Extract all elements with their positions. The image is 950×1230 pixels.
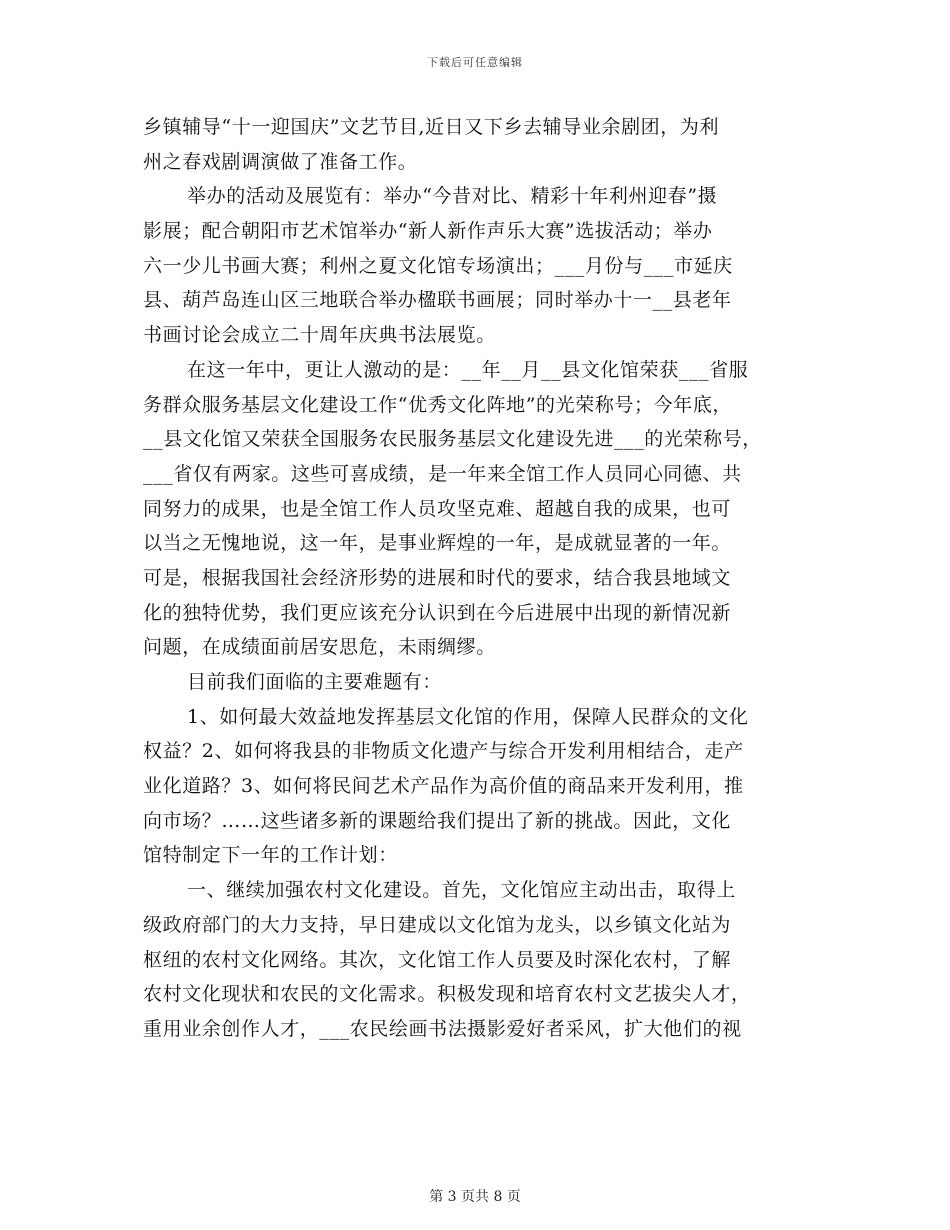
document-body [143,110,813,1047]
text-line: 举办的活动及展览有：举办“今昔对比、精彩十年利州迎春”摄 [187,185,718,208]
page-number-footer: 第 3 页共 8 页 [429,1189,521,1205]
text-line: 影展；配合朝阳市艺术馆举办“新人新作声乐大赛”选拔活动；举办 [143,220,713,243]
text-line: 乡镇辅导“十一迎国庆”文艺节目,近日又下乡去辅导业余剧团，为利 [143,116,720,138]
text-line: 县、葫芦岛连山区三地联合举办楹联书画展；同时举办十一__县老年 [143,289,732,312]
text-line: 1、如何最大效益地发挥基层文化馆的作用，保障人民群众的文化 [187,705,749,728]
text-line: 重用业余创作人才，___农民绘画书法摄影爱好者采风，扩大他们的视 [143,1017,742,1040]
text-line: 馆特制定下一年的工作计划： [143,844,398,867]
text-line: 枢纽的农村文化网络。其次，文化馆工作人员要及时深化农村，了解 [143,948,732,971]
text-line: __县文化馆又荣获全国服务农民服务基层文化建设先进___的光荣称号， [143,428,762,451]
text-line: ___省仅有两家。这些可喜成绩，是一年来全馆工作人员同心同德、共 [143,462,742,485]
text-line: 目前我们面临的主要难题有： [187,671,442,693]
text-line: 业化道路？3、如何将民间艺术产品作为高价值的商品来开发利用，推 [143,775,744,798]
text-line: 州之春戏剧调演做了准备工作。 [143,150,418,173]
text-line: 可是，根据我国社会经济形势的进展和时代的要求，结合我县地域文 [143,566,732,589]
text-line: 向市场？……这些诸多新的课题给我们提出了新的挑战。因此，文化 [143,809,732,832]
text-line: 务群众服务基层文化建设工作“优秀文化阵地”的光荣称号；今年底， [143,393,733,416]
text-line: 书画讨论会成立二十周年庆典书法展览。 [143,324,496,347]
page-header-note: 下载后可任意编辑 [427,56,523,69]
text-line: 六一少儿书画大赛；利州之夏文化馆专场演出；___月份与___市延庆 [143,254,733,277]
text-line: 权益？2、如何将我县的非物质文化遗产与综合开发利用相结合，走产 [143,740,744,763]
text-line: 以当之无愧地说，这一年，是事业辉煌的一年，是成就显著的一年。 [143,532,732,555]
text-line: 在这一年中，更让人激动的是：__年__月__县文化馆荣获___省服 [187,358,749,381]
text-line: 同努力的成果，也是全馆工作人员攻坚克难、超越自我的成果，也可 [143,497,732,520]
text-line: 化的独特优势，我们更应该充分认识到在今后进展中出现的新情况新 [143,601,732,624]
text-line: 级政府部门的大力支持，早日建成以文化馆为龙头，以乡镇文化站为 [143,913,732,936]
text-line: 农村文化现状和农民的文化需求。积极发现和培育农村文艺拔尖人才， [143,983,751,1006]
text-line: 问题，在成绩面前居安思危，未雨绸缪。 [143,636,496,659]
text-line: 一、继续加强农村文化建设。首先，文化馆应主动出击，取得上 [187,879,736,902]
